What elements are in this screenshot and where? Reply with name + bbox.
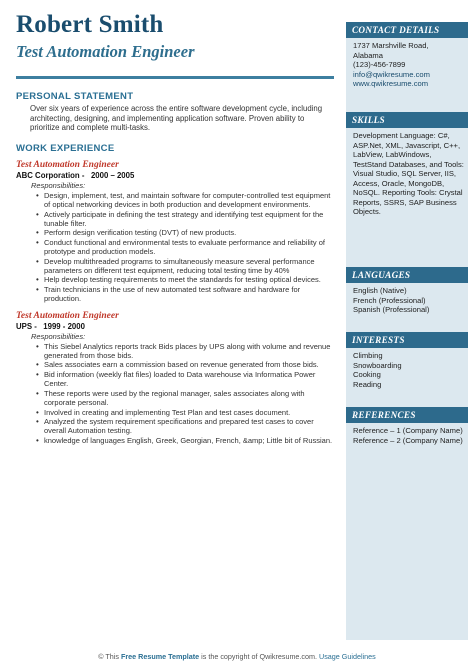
job-dates: 2000 – 2005 (90, 170, 135, 180)
job-company-dates (16, 171, 334, 181)
contact-heading: CONTACT DETAILS (346, 22, 468, 38)
interest-item: Reading (353, 379, 382, 389)
language-item: Spanish (Professional) (353, 305, 430, 314)
job-company-dates (16, 322, 334, 332)
list-item: • Develop multithreaded programs to simultaneously measure several performance parameters on different test equipment, reducing total testing time by 40% (36, 257, 334, 276)
interests-list (346, 348, 468, 389)
phone-number: (123)-456-7899 (353, 60, 406, 69)
languages-list (346, 283, 468, 315)
interests-section (346, 332, 468, 389)
skills-text: Development Language: C#, ASP.Net, XML, Javascript, C++, LabView, LabWindows, TestStand Databases, and Tools: Visual Studio, SQL Server, IIS, Access, Oracle, MongoDB, NoSQL. Reporting Tools: Crystal Reports, SSRS, SAP Business Objects. (353, 131, 464, 216)
list-item: • Train technicians in the use of new automated test software and hardware for production. (36, 285, 334, 304)
footer (0, 652, 474, 662)
list-item: • Perform design verification testing (DVT) of new products. (36, 228, 334, 237)
interest-item: Climbing (353, 351, 383, 360)
list-item: • knowledge of languages English, Greek, Georgian, French, &amp; Little bit of Russian. (36, 436, 334, 445)
references-list (346, 423, 468, 445)
interest-item: Snowboarding (353, 360, 402, 370)
address-line: 1737 Marshville Road, (353, 41, 429, 50)
list-item: • Bid information (weekly flat files) loaded to Data warehouse via Informatica Power Center. (36, 370, 334, 389)
skills-section (346, 112, 468, 217)
contact-section (346, 22, 468, 89)
free-resume-template-link[interactable]: Free Resume Template (120, 652, 200, 661)
responsibilities-label: Responsibilities: (31, 180, 86, 190)
job-dates: 1999 - 2000 (43, 321, 85, 331)
footer-prefix: © This (98, 652, 119, 661)
job-title: Test Automation Engineer (16, 159, 119, 170)
list-item: • Design, implement, test, and maintain software for computer-controlled test equipment of optical networking devices in both production and development environments. (36, 191, 334, 210)
reference-item: Reference – 1 (Company Name) (353, 426, 463, 435)
header-divider (16, 76, 334, 79)
references-heading: REFERENCES (346, 407, 468, 423)
languages-heading: LANGUAGES (346, 267, 468, 283)
personal-statement-heading: PERSONAL STATEMENT (16, 91, 134, 102)
website-link[interactable]: www.qwikresume.com (353, 79, 429, 88)
main-column (16, 10, 334, 445)
responsibilities-list (16, 342, 334, 445)
candidate-title: Test Automation Engineer (16, 42, 195, 61)
responsibilities-list (16, 191, 334, 304)
skills-heading: SKILLS (346, 112, 468, 128)
list-item: • These reports were used by the regional manager, sales associates along with corporate personal. (36, 389, 334, 408)
job-title: Test Automation Engineer (16, 310, 119, 321)
work-experience-heading: WORK EXPERIENCE (16, 142, 115, 154)
personal-statement-text: Over six years of experience across the entire software development cycle, including architecting, designing, and implementing application software. Proven ability to prioritize and complete multi-tasks. (30, 104, 323, 133)
language-item: French (Professional) (353, 295, 426, 305)
job-entry (16, 311, 334, 445)
list-item: • Sales associates earn a commission based on revenue generated from those bids. (36, 360, 334, 369)
email-link[interactable]: info@qwikresume.com (353, 69, 430, 79)
work-experience-section (16, 143, 334, 445)
list-item: • This Siebel Analytics reports track Bids places by UPS along with volume and revenue generated from those bids. (36, 342, 334, 361)
language-item: English (Native) (353, 286, 407, 295)
job-company: ABC Corporation - (16, 170, 85, 180)
responsibilities-label: Responsibilities: (31, 331, 86, 341)
sidebar (346, 22, 468, 640)
references-section (346, 407, 468, 445)
personal-statement-section (16, 91, 334, 133)
contact-details (346, 38, 468, 89)
reference-item: Reference – 2 (Company Name) (353, 435, 463, 445)
footer-copyright-text: is the copyright of Qwikresume.com. (201, 652, 317, 661)
address-state: Alabama (353, 50, 383, 60)
interest-item: Cooking (353, 370, 381, 379)
list-item: • Help develop testing requirements to meet the standards for testing optical devices. (36, 275, 334, 284)
interests-heading: INTERESTS (346, 332, 468, 348)
list-item: • Involved in creating and implementing Test Plan and test cases document. (36, 408, 334, 417)
job-company: UPS - (16, 321, 37, 331)
usage-guidelines-link[interactable]: Usage Guidelines (319, 652, 376, 661)
candidate-name: Robert Smith (16, 11, 164, 38)
list-item: • Conduct functional and environmental tests to evaluate performance and reliability of prototype and production models. (36, 238, 334, 257)
list-item: • Analyzed the system requirement specifications and prepared test cases to cover overall Automation testing. (36, 417, 334, 436)
list-item: • Actively participate in defining the test strategy and identifying test equipment for the tunable filter. (36, 210, 334, 229)
job-entry (16, 160, 334, 304)
languages-section (346, 267, 468, 315)
